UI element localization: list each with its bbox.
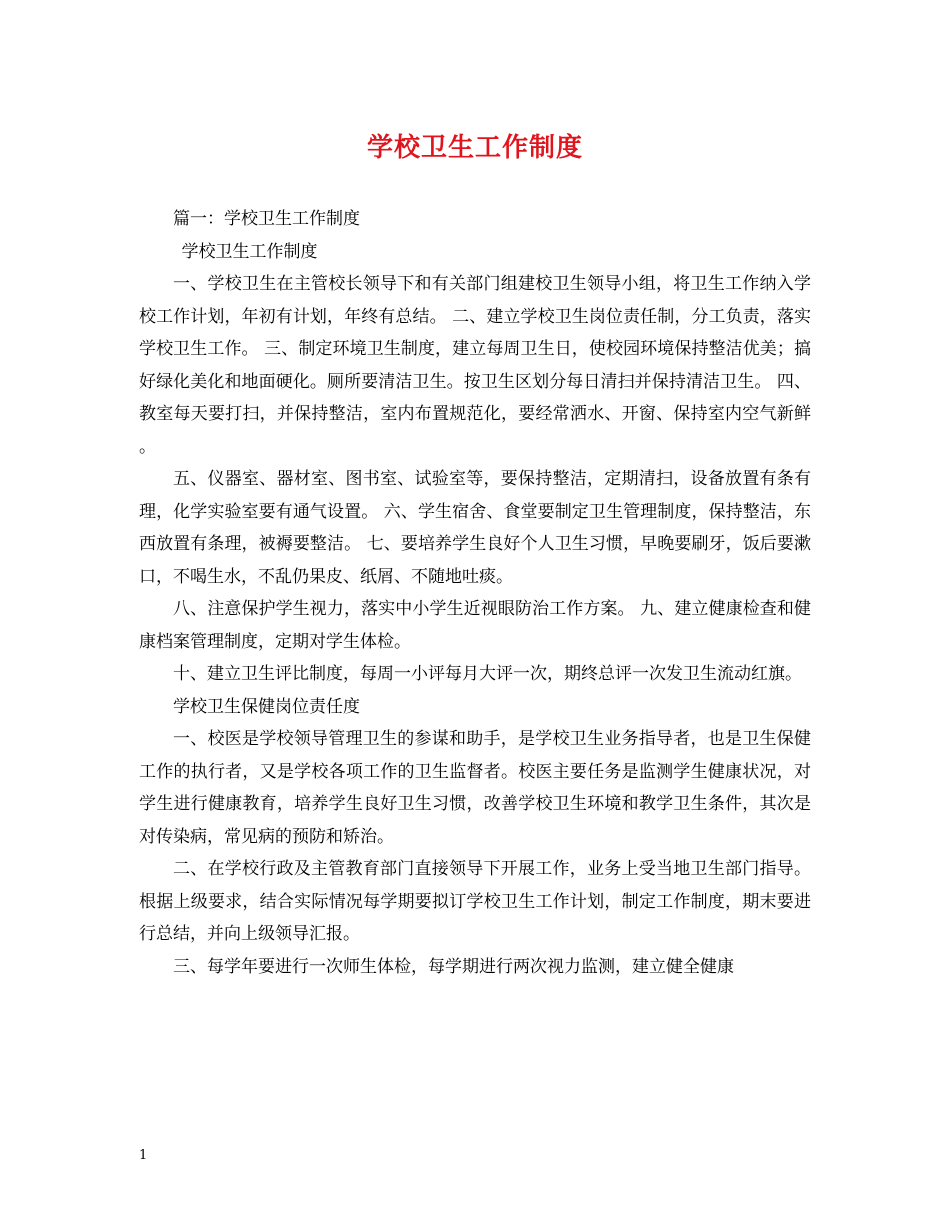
- paragraph: 二、在学校行政及主管教育部门直接领导下开展工作，业务上受当地卫生部门指导。根据上级要求，结合实际情况每学期要拟订学校卫生工作计划，制定工作制度，期末要进行总结，并向上级领导汇报。: [139, 859, 811, 944]
- paragraph: 八、注意保护学生视力，落实中小学生近视眼防治工作方案。 九、建立健康检查和健康档案管理制度，定期对学生体检。: [139, 599, 811, 652]
- paragraph: 三、每学年要进行一次师生体检，每学期进行两次视力监测，建立健全健康: [173, 956, 734, 977]
- paragraph: 一、学校卫生在主管校长领导下和有关部门组建校卫生领导小组，将卫生工作纳入学校工作计划，年初有计划，年终有总结。 二、建立学校卫生岗位责任制，分工负责，落实学校卫生工作。 三、制定环境卫生制度，建立每周卫生日，使校园环境保持整洁优美；搞好绿化美化和地面硬化。厕所要清洁卫生。按卫生区划分每日清扫并保持清洁卫生。 四、教室每天要打扫，并保持整洁，室内布置规范化，要经常洒水、开窗、保持室内空气新鲜。: [139, 274, 811, 457]
- paragraph: 一、校医是学校领导管理卫生的参谋和助手，是学校卫生业务指导者，也是卫生保健工作的执行者，又是学校各项工作的卫生监督者。校医主要任务是监测学生健康状况，对学生进行健康教育，培养学生良好卫生习惯，改善学校卫生环境和教学卫生条件，其次是对传染病，常见病的预防和矫治。: [139, 729, 811, 847]
- paragraph: 学校卫生保健岗位责任度: [173, 696, 360, 717]
- paragraph: 十、建立卫生评比制度，每周一小评每月大评一次，期终总评一次发卫生流动红旗。: [173, 664, 802, 684]
- page-number: 1: [139, 1148, 148, 1163]
- paragraph: 篇一：学校卫生工作制度: [173, 209, 360, 229]
- paragraph: 五、仪器室、器材室、图书室、试验室等，要保持整洁，定期清扫，设备放置有条有理，化学实验室要有通气设置。 六、学生宿舍、食堂要制定卫生管理制度，保持整洁，东西放置有条理，被褥要整洁。 七、要培养学生良好个人卫生习惯，早晚要刷牙，饭后要漱口，不喝生水，不乱仍果皮、纸屑、不随地吐痰。: [139, 469, 811, 587]
- document-body: [139, 203, 811, 983]
- document-title: 学校卫生工作制度: [366, 133, 583, 163]
- paragraph: 学校卫生工作制度: [181, 241, 318, 262]
